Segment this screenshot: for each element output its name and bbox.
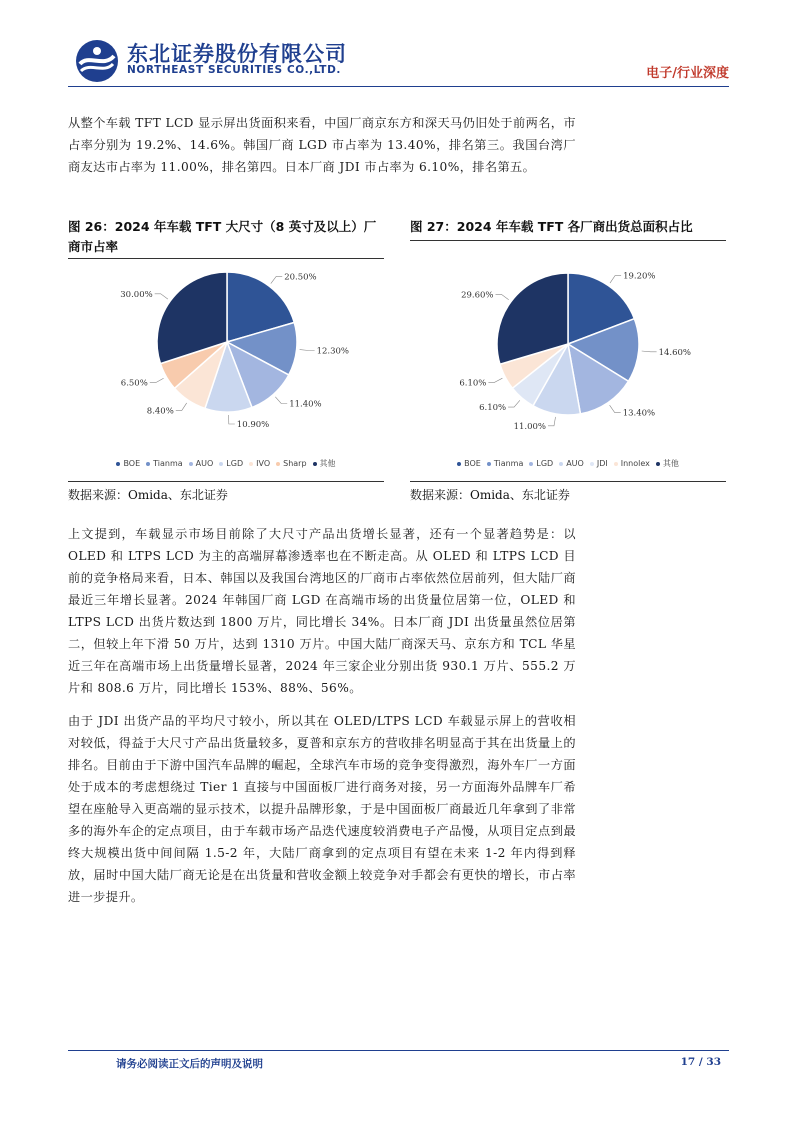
figure-27-top-rule <box>410 240 726 241</box>
legend-swatch <box>614 462 618 466</box>
leader-line <box>488 378 502 382</box>
legend-swatch <box>249 462 253 466</box>
legend-label: AUO <box>566 459 584 468</box>
paragraph-revenue-outlook: 由于 JDI 出货产品的平均尺寸较小，所以其在 OLED/LTPS LCD 车载显示屏上的营收相对较低，得益于大尺寸产品出货量较多，夏普和京东方的营收排名明显高于其在出货量上的排名。目前由于下游中国汽车品牌的崛起，全球汽车市场的竞争变得激烈，海外车厂一方面处于成本的考虑想绕过 Tier 1 直接与中国面板厂进行商务对接，另一方面海外品牌车厂希望在座舱导入更高端的显示技术，以提升品牌形象，于是中国面板厂商最近几年拿到了非常多的海外车企的定点项目，由于车载市场产品迭代速度较消费电子产品慢，从项目定点到最终大规模出货中间间隔 1.5-2 年，大陆厂商拿到的定点项目有望在未来 1-2 年内得到释放，届时中国大陆厂商无论是在出货量和营收金额上较竞争对手都会有更快的增长，市占率进一步提升。 <box>68 714 576 904</box>
leader-line <box>496 294 509 299</box>
leader-line <box>610 276 621 284</box>
figure-26-bottom-rule <box>68 481 384 482</box>
figure-27-bottom-rule <box>410 481 726 482</box>
legend-item-ivo <box>249 459 270 468</box>
company-logo <box>74 38 120 84</box>
slice-label: 8.40% <box>146 406 174 417</box>
legend-swatch <box>276 462 280 466</box>
legend-swatch <box>146 462 150 466</box>
leader-line <box>275 397 287 404</box>
slice-label: 11.40% <box>289 399 322 410</box>
slice-label: 6.10% <box>479 403 507 414</box>
legend-item-其他 <box>313 458 336 469</box>
legend-label: Tianma <box>493 459 524 468</box>
legend-swatch <box>590 462 594 466</box>
leader-line <box>155 294 168 299</box>
legend-label: LGD <box>226 459 244 468</box>
pie-chart-26-svg <box>68 262 384 458</box>
legend-item-boe <box>116 459 140 468</box>
leader-line <box>229 415 235 424</box>
footer-disclaimer: 请务必阅读正文后的声明及说明 <box>116 1058 263 1070</box>
legend-item-jdi <box>590 459 608 468</box>
slice-label: 13.40% <box>622 408 656 419</box>
header-divider <box>68 86 729 87</box>
legend-item-sharp <box>276 459 306 468</box>
legend-label: LGD <box>536 459 554 468</box>
pie-chart-figure-26 <box>68 262 384 477</box>
paragraph-high-end-market: 上文提到，车载显示市场目前除了大尺寸产品出货增长显著，还有一个显著趋势是：以 OLED 和 LTPS LCD 为主的高端屏幕渗透率也在不断走高。从 OLED 和 LTPS LCD 目前的竞争格局来看，日本、韩国以及我国台湾地区的厂商市占率依然位居前列，但大陆厂商最近三年增长显著。2024 年韩国厂商 LGD 在高端市场的出货量位居第一位，OLED 和 LTPS LCD 出货片数达到 1800 万片，同比增长 34%。日本厂商 JDI 出货量虽然位居第二，但较上年下滑 50 万片，达到 1310 万片。中国大陆厂商深天马、京东方和 TCL 华星近三年在高端市场上出货量增长显著，2024 年三家企业分别出货 930.1 万片、555.2 万片和 808.6 万片，同比增长 153%、88%、56%。 <box>68 527 576 695</box>
legend-item-lgd <box>219 459 243 468</box>
legend-item-innolex <box>614 459 650 468</box>
legend-swatch <box>559 462 563 466</box>
legend-swatch <box>189 462 193 466</box>
footer-divider <box>68 1050 729 1051</box>
legend-swatch <box>116 462 120 466</box>
leader-line <box>548 417 556 426</box>
company-name-en: NORTHEAST SECURITIES CO.,LTD. <box>127 64 341 76</box>
slice-label: 29.60% <box>461 290 494 301</box>
leader-line <box>508 400 520 407</box>
legend-label: 其他 <box>662 459 679 468</box>
leader-line <box>642 351 657 352</box>
legend-swatch <box>313 462 317 466</box>
legend-swatch <box>529 462 533 466</box>
figure-27-source: 数据来源：Omida、东北证券 <box>410 488 570 502</box>
figure-26-top-rule <box>68 258 384 259</box>
legend-item-其他 <box>656 458 679 469</box>
leader-line <box>271 276 282 283</box>
legend-label: BOE <box>464 459 481 468</box>
chart-26-legend <box>68 458 384 469</box>
legend-item-lgd <box>529 459 553 468</box>
slice-label: 11.00% <box>513 421 546 432</box>
legend-label: 其他 <box>319 459 336 468</box>
legend-swatch <box>487 462 491 466</box>
legend-swatch <box>656 462 660 466</box>
legend-item-tianma <box>487 459 524 468</box>
figure-27-title: 图 27：2024 年车载 TFT 各厂商出货总面积占比 <box>410 219 693 234</box>
page-number: 17 / 33 <box>680 1056 721 1068</box>
figure-26-title: 图 26：2024 年车载 TFT 大尺寸（8 英寸及以上）厂商市占率 <box>68 219 377 254</box>
legend-item-auo <box>559 459 584 468</box>
legend-label: Tianma <box>153 459 183 468</box>
legend-label: IVO <box>256 459 271 468</box>
report-category: 电子/行业深度 <box>646 66 729 81</box>
legend-label: BOE <box>123 459 141 468</box>
pie-chart-figure-27 <box>410 262 726 477</box>
slice-label: 10.90% <box>236 420 270 430</box>
slice-label: 19.20% <box>623 271 656 282</box>
slice-label: 20.50% <box>284 272 317 283</box>
figure-26-source: 数据来源：Omida、东北证券 <box>68 488 228 502</box>
legend-swatch <box>457 462 461 466</box>
slice-label: 30.00% <box>120 289 153 300</box>
legend-label: Sharp <box>283 459 307 468</box>
leader-line <box>300 350 315 351</box>
leader-line <box>150 378 164 382</box>
slice-label: 12.30% <box>316 346 350 357</box>
slice-label: 6.50% <box>120 378 148 389</box>
slice-label: 6.10% <box>459 378 487 389</box>
legend-label: AUO <box>195 459 214 468</box>
company-name-cn: 东北证券股份有限公司 <box>127 42 347 66</box>
legend-label: JDI <box>596 459 608 468</box>
legend-item-tianma <box>146 459 183 468</box>
chart-27-legend <box>410 458 726 469</box>
leader-line <box>176 403 187 411</box>
slice-label: 14.60% <box>658 347 692 358</box>
pie-chart-27-svg <box>410 262 726 458</box>
paragraph-area-share: 从整个车载 TFT LCD 显示屏出货面积来看，中国厂商京东方和深天马仍旧处于前两名，市占率分别为 19.2%、14.6%。韩国厂商 LGD 市占率为 13.40%，排名第三。我国台湾厂商友达市占率为 11.00%，排名第四。日本厂商 JDI 市占率为 6.10%，排名第五。 <box>68 116 576 174</box>
leader-line <box>610 405 621 412</box>
legend-label: Innolex <box>620 459 650 468</box>
legend-swatch <box>219 462 223 466</box>
legend-item-auo <box>189 459 214 468</box>
legend-item-boe <box>457 459 481 468</box>
